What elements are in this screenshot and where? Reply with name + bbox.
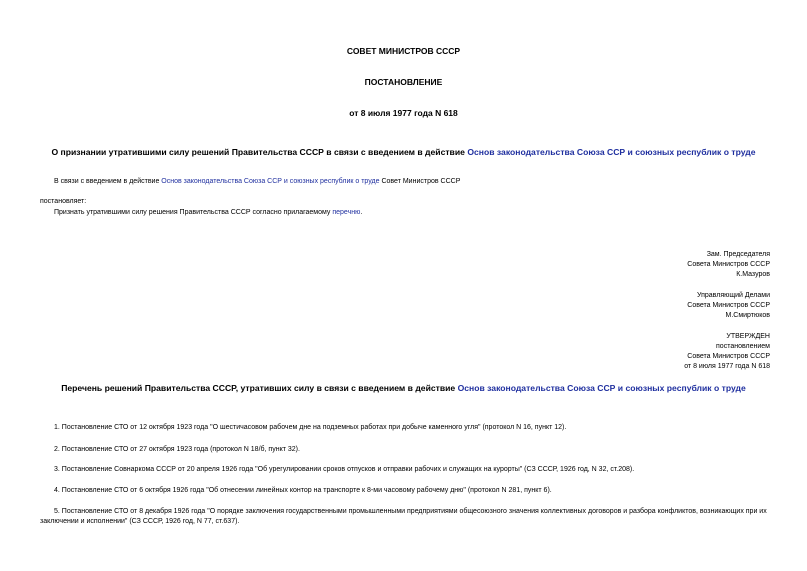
signature-block-2 bbox=[687, 291, 770, 321]
signature-position: Зам. Председателя bbox=[706, 251, 770, 258]
list-item bbox=[40, 423, 770, 433]
list-item-text: 5. Постановление СТО от 8 декабря 1926 года "О порядке заключения государственными промышленными предприятиями общесоюзного значения коллективных договоров и разбора конфликтов, возникающих при их заключении и исполнении" (СЗ СССР, 1926 год, N 77, ст.637). bbox=[40, 508, 767, 525]
signature-org: Совета Министров СССР bbox=[687, 302, 770, 309]
signature-org: Совета Министров СССР bbox=[687, 261, 770, 268]
signature-name: К.Мазуров bbox=[736, 271, 770, 278]
doc-type-heading: ПОСТАНОВЛЕНИЕ bbox=[364, 77, 443, 87]
approval-line-3: Совета Министров СССР bbox=[687, 353, 770, 360]
list-title bbox=[0, 383, 807, 393]
intro-text-before: В связи с введением в действие bbox=[54, 178, 160, 185]
signature-position: Управляющий Делами bbox=[696, 292, 770, 299]
decree-word: постановляет: bbox=[40, 198, 87, 205]
signature-block-1 bbox=[687, 250, 770, 280]
list-item bbox=[40, 465, 770, 475]
signature-name: М.Смиртюков bbox=[725, 312, 770, 319]
org-heading: СОВЕТ МИНИСТРОВ СССР bbox=[346, 46, 461, 56]
document-title-text: О признании утратившими силу решений Правительства СССР в связи с введением в действие bbox=[51, 147, 465, 157]
list-title-law-link[interactable]: Основ законодательства Союза ССР и союзных республик о труде bbox=[457, 383, 746, 393]
list-item-text: 3. Постановление Совнаркома СССР от 20 апреля 1926 года "Об урегулировании сроков отпусков и отправки рабочих и служащих на курорты" (СЗ СССР, 1926 год, N 32, ст.208). bbox=[54, 466, 635, 473]
list-item bbox=[40, 507, 770, 526]
list-item bbox=[40, 445, 770, 455]
document-title bbox=[0, 147, 807, 157]
intro-paragraph bbox=[54, 178, 460, 185]
list-item-text: 4. Постановление СТО от 6 октября 1926 года "Об отнесении линейных контор на транспорте к 8-ми часовому рабочему дню" (протокол N 281, пункт 6). bbox=[54, 487, 552, 494]
approval-block bbox=[684, 332, 770, 372]
intro-text-after: Совет Министров СССР bbox=[381, 178, 461, 185]
list-item-text: 2. Постановление СТО от 27 октября 1923 года (протокол N 18/б, пункт 32). bbox=[54, 446, 300, 453]
approval-line-2: постановлением bbox=[716, 343, 770, 350]
approval-line-4: от 8 июля 1977 года N 618 bbox=[684, 363, 770, 370]
decree-paragraph bbox=[54, 209, 362, 216]
list-item bbox=[40, 486, 770, 496]
date-line: от 8 июля 1977 года N 618 bbox=[349, 108, 458, 118]
intro-law-link[interactable]: Основ законодательства Союза ССР и союзных республик о труде bbox=[161, 178, 380, 185]
title-law-link[interactable]: Основ законодательства Союза ССР и союзных республик о труде bbox=[467, 147, 756, 157]
list-title-text: Перечень решений Правительства СССР, утративших силу в связи с введением в действие bbox=[61, 383, 456, 393]
decree-text-end: . bbox=[360, 209, 363, 216]
decree-text: Признать утратившими силу решения Правительства СССР согласно прилагаемому bbox=[54, 209, 331, 216]
list-link[interactable]: перечню bbox=[332, 209, 361, 216]
approval-line-1: УТВЕРЖДЕН bbox=[726, 333, 770, 340]
list-item-text: 1. Постановление СТО от 12 октября 1923 года "О шестичасовом рабочем дне на подземных работах при добыче каменного угля" (протокол N 16, пункт 12). bbox=[54, 424, 567, 431]
